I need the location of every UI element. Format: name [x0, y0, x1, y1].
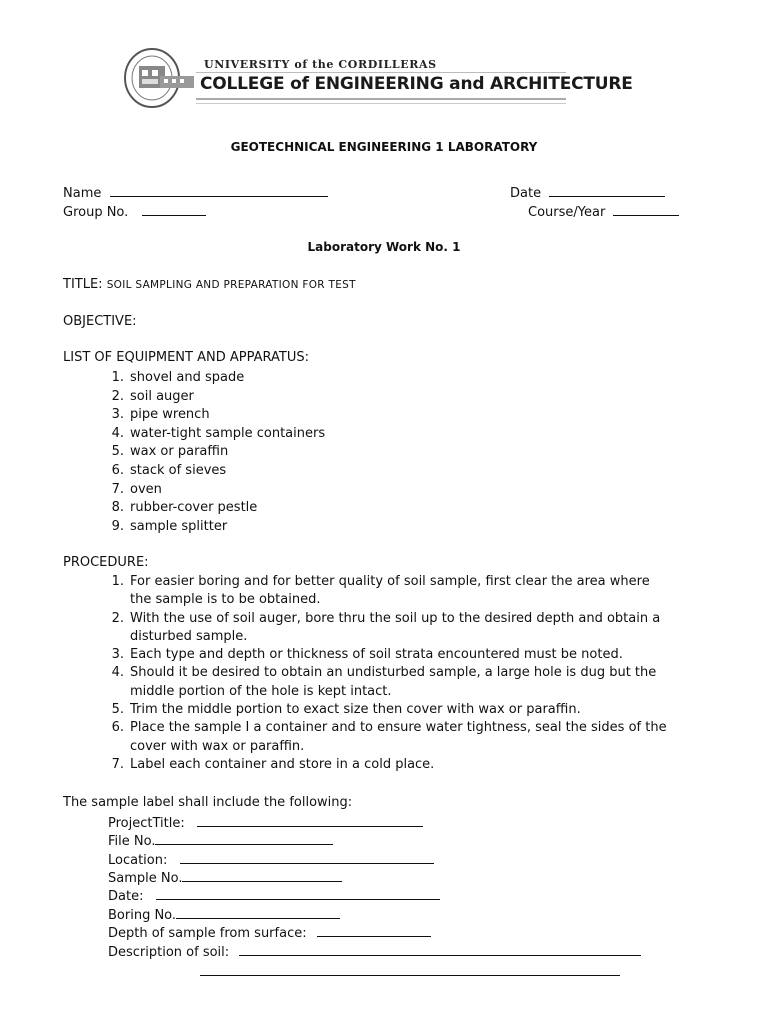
description-continuation[interactable] — [200, 963, 620, 980]
list-item: 1. shovel and spade — [111, 370, 245, 385]
list-item-continuation: disturbed sample. — [130, 628, 248, 644]
field-line[interactable] — [239, 943, 641, 956]
course-title: GEOTECHNICAL ENGINEERING 1 LABORATORY — [230, 140, 538, 154]
header-rule-thin — [196, 103, 566, 104]
group-label: Group No. — [63, 205, 129, 220]
course-year-field[interactable] — [528, 203, 679, 220]
list-item: 6. stack of sieves — [111, 462, 227, 478]
title-label: TITLE: — [63, 277, 103, 292]
course-year-label: Course/Year — [528, 205, 606, 220]
equipment-heading: LIST OF EQUIPMENT AND APPARATUS: — [63, 350, 309, 365]
field-line[interactable] — [156, 887, 440, 900]
list-item-continuation: cover with wax or paraffin. — [130, 738, 305, 754]
list-item: 8. rubber-cover pestle — [111, 500, 258, 516]
field-label: Boring No. — [108, 908, 177, 923]
title-row — [63, 277, 356, 292]
field-line[interactable] — [197, 814, 423, 827]
name-label: Name — [63, 186, 102, 201]
location-field[interactable] — [108, 851, 434, 868]
field-line[interactable] — [182, 869, 342, 882]
title-value: SOIL SAMPLING AND PREPARATION FOR TEST — [106, 279, 356, 291]
list-item: 3. Each type and depth or thickness of soil strata encountered must be noted. — [111, 647, 623, 663]
list-item: 6. Place the sample I a container and to ensure water tightness, seal the sides of the — [111, 720, 667, 736]
field-label: Date: — [108, 889, 144, 904]
description-field[interactable] — [108, 943, 641, 960]
field-line[interactable] — [200, 963, 620, 976]
label-intro: The sample label shall include the following: — [63, 795, 353, 810]
project-title-field[interactable] — [108, 814, 423, 831]
date-label-field[interactable] — [108, 887, 440, 904]
field-label: File No. — [108, 834, 156, 849]
college-seal-icon — [122, 46, 196, 110]
field-label: ProjectTitle: — [108, 816, 185, 831]
university-name: UNIVERSITY of the CORDILLERAS — [204, 58, 437, 71]
list-item-continuation: the sample is to be obtained. — [130, 592, 321, 608]
boring-no-field[interactable] — [108, 906, 340, 923]
field-line[interactable] — [155, 832, 333, 845]
list-item: 1. For easier boring and for better quality of soil sample, first clear the area where — [111, 574, 650, 589]
procedure-heading: PROCEDURE: — [63, 555, 149, 570]
header-rule-top — [196, 72, 566, 73]
procedure-list — [102, 573, 667, 774]
field-label: Description of soil: — [108, 945, 230, 960]
list-item: 9. sample splitter — [111, 518, 228, 534]
date-label: Date — [510, 186, 542, 201]
field-label: Location: — [108, 853, 168, 868]
list-item: 7. Label each container and store in a cold place. — [111, 756, 435, 772]
name-field[interactable] — [63, 184, 328, 201]
field-label: Sample No. — [108, 871, 183, 886]
list-item: 4. water-tight sample containers — [111, 425, 326, 441]
list-item: 3. pipe wrench — [111, 407, 210, 423]
equipment-list — [102, 369, 325, 536]
sample-no-field[interactable] — [108, 869, 342, 886]
course-year-line[interactable] — [613, 203, 679, 216]
list-item: 2. soil auger — [111, 388, 194, 404]
date-field[interactable] — [510, 184, 665, 201]
lab-work-number: Laboratory Work No. 1 — [307, 240, 461, 254]
list-item: 5. Trim the middle portion to exact size then cover with wax or paraffin. — [111, 702, 581, 718]
field-label: Depth of sample from surface: — [108, 926, 307, 941]
field-line[interactable] — [317, 924, 431, 937]
list-item: 4. Should it be desired to obtain an undisturbed sample, a large hole is dug but the — [111, 665, 657, 681]
date-line[interactable] — [549, 184, 665, 197]
header-rule — [196, 98, 566, 100]
list-item-continuation: middle portion of the hole is kept intact. — [130, 683, 392, 699]
list-item: 2. With the use of soil auger, bore thru the soil up to the desired depth and obtain a — [111, 610, 661, 626]
file-no-field[interactable] — [108, 832, 333, 849]
field-line[interactable] — [180, 851, 434, 864]
group-line[interactable] — [142, 203, 206, 216]
group-field[interactable] — [63, 203, 206, 220]
depth-field[interactable] — [108, 924, 431, 941]
name-line[interactable] — [110, 184, 328, 197]
objective-label: OBJECTIVE: — [63, 314, 137, 329]
list-item: 7. oven — [111, 481, 162, 497]
list-item: 5. wax or paraffin — [111, 444, 229, 460]
college-name: COLLEGE of ENGINEERING and ARCHITECTURE — [200, 74, 633, 94]
field-line[interactable] — [176, 906, 340, 919]
